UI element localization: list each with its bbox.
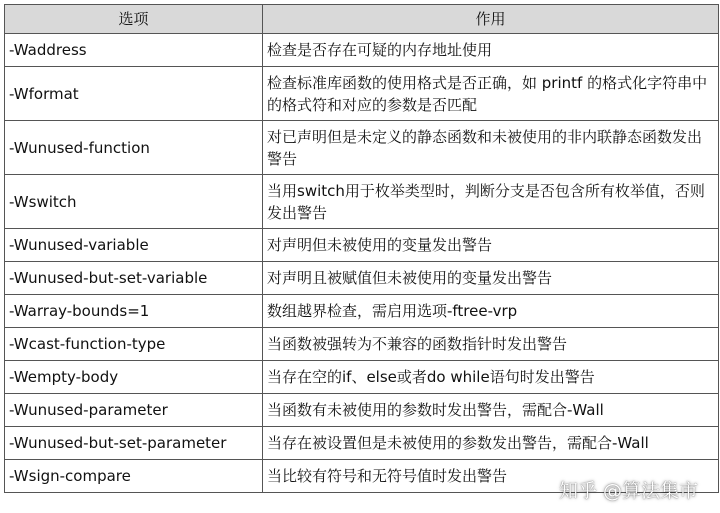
table-row <box>5 229 719 262</box>
description-cell: 当用switch用于枚举类型时，判断分支是否包含所有枚举值，否则发出警告 <box>263 175 719 229</box>
table-row <box>5 121 719 175</box>
description-cell: 数组越界检查，需启用选项-ftree-vrp <box>263 295 719 328</box>
table-row <box>5 394 719 427</box>
option-cell: -Wformat <box>5 67 263 121</box>
header-description: 作用 <box>263 5 719 34</box>
description-cell: 对声明但未被使用的变量发出警告 <box>263 229 719 262</box>
table-row <box>5 175 719 229</box>
option-cell: -Wunused-but-set-parameter <box>5 427 263 460</box>
description-cell: 对已声明但是未定义的静态函数和未被使用的非内联静态函数发出警告 <box>263 121 719 175</box>
header-option: 选项 <box>5 5 263 34</box>
description-cell: 当存在被设置但是未被使用的参数发出警告，需配合-Wall <box>263 427 719 460</box>
option-cell: -Wunused-parameter <box>5 394 263 427</box>
description-cell: 当函数有未被使用的参数时发出警告，需配合-Wall <box>263 394 719 427</box>
table-row <box>5 34 719 67</box>
table-row <box>5 328 719 361</box>
table-row <box>5 295 719 328</box>
option-cell: -Wunused-function <box>5 121 263 175</box>
option-cell: -Waddress <box>5 34 263 67</box>
table-row <box>5 427 719 460</box>
description-cell: 当函数被强转为不兼容的函数指针时发出警告 <box>263 328 719 361</box>
table-row <box>5 67 719 121</box>
description-cell: 当存在空的if、else或者do while语句时发出警告 <box>263 361 719 394</box>
option-cell: -Warray-bounds=1 <box>5 295 263 328</box>
option-cell: -Wcast-function-type <box>5 328 263 361</box>
gcc-warning-options-table <box>4 4 719 493</box>
table-row <box>5 262 719 295</box>
description-cell: 检查是否存在可疑的内存地址使用 <box>263 34 719 67</box>
option-cell: -Wswitch <box>5 175 263 229</box>
description-cell: 检查标准库函数的使用格式是否正确，如 printf 的格式化字符串中的格式符和对应的参数是否匹配 <box>263 67 719 121</box>
description-cell: 对声明且被赋值但未被使用的变量发出警告 <box>263 262 719 295</box>
description-cell: 当比较有符号和无符号值时发出警告 <box>263 460 719 493</box>
table-row <box>5 361 719 394</box>
table-header-row <box>5 5 719 34</box>
option-cell: -Wunused-variable <box>5 229 263 262</box>
option-cell: -Wempty-body <box>5 361 263 394</box>
option-cell: -Wunused-but-set-variable <box>5 262 263 295</box>
watermark: 知乎 @算法集市 <box>558 480 698 502</box>
option-cell: -Wsign-compare <box>5 460 263 493</box>
